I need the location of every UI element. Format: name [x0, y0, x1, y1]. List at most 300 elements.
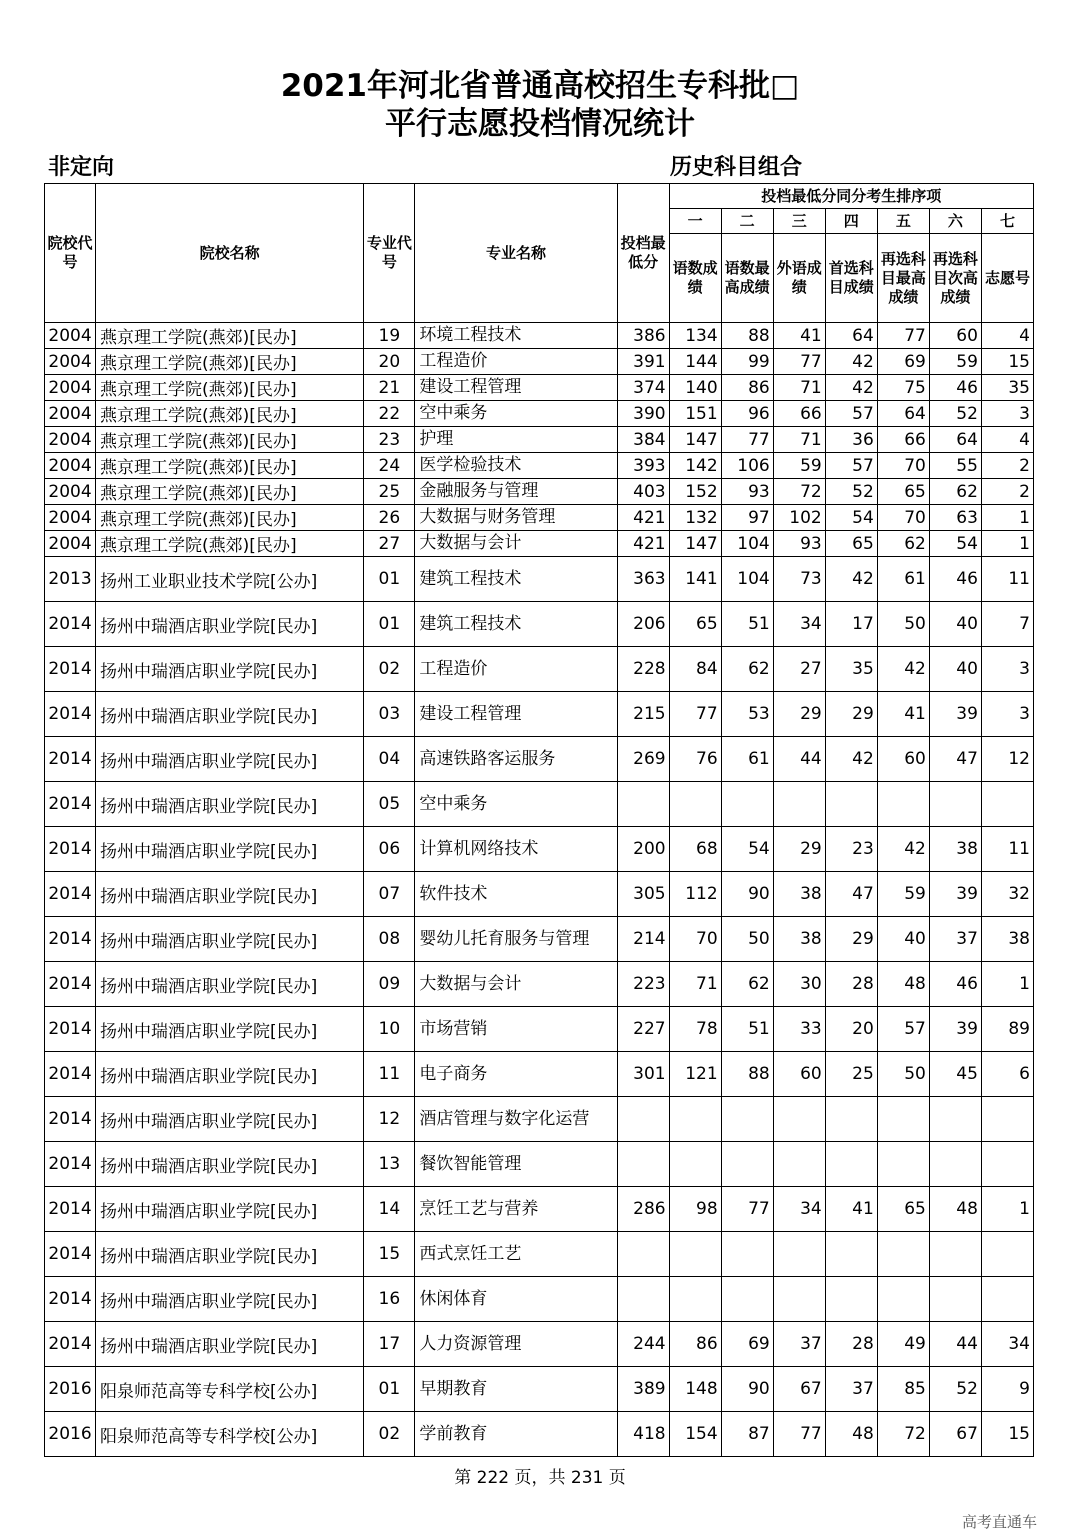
cell-tiebreak-6: 52 [929, 401, 981, 427]
table-row [45, 1367, 1034, 1412]
cell-school-name: 阳泉师范高等专科学校[公办] [96, 1367, 364, 1412]
cell-tiebreak-7: 15 [981, 1412, 1033, 1457]
cell-tiebreak-2: 62 [721, 647, 773, 692]
cell-major-code: 04 [364, 737, 415, 782]
table-row [45, 505, 1034, 531]
cell-tiebreak-2 [721, 1232, 773, 1277]
page-number: 第 222 页，共 231 页 [454, 1468, 626, 1488]
cell-tiebreak-6: 46 [929, 557, 981, 602]
cell-tiebreak-2: 61 [721, 737, 773, 782]
cell-tiebreak-3: 41 [773, 323, 825, 349]
cell-major-code: 05 [364, 782, 415, 827]
cell-tiebreak-5: 59 [877, 872, 929, 917]
cell-school-name: 扬州中瑞酒店职业学院[民办] [96, 602, 364, 647]
cell-tiebreak-7: 35 [981, 375, 1033, 401]
cell-min-score [617, 1277, 669, 1322]
cell-tiebreak-3: 27 [773, 647, 825, 692]
cell-school-code: 2014 [45, 1052, 96, 1097]
table-row [45, 453, 1034, 479]
cell-major-name: 金融服务与管理 [415, 479, 617, 505]
cell-school-code: 2016 [45, 1367, 96, 1412]
cell-tiebreak-4: 29 [825, 692, 877, 737]
cell-tiebreak-6: 46 [929, 375, 981, 401]
table-row [45, 1412, 1034, 1457]
cell-tiebreak-5 [877, 1232, 929, 1277]
cell-school-code: 2014 [45, 647, 96, 692]
cell-tiebreak-1: 112 [669, 872, 721, 917]
cell-tiebreak-2: 86 [721, 375, 773, 401]
cell-school-code: 2004 [45, 531, 96, 557]
cell-tiebreak-4: 54 [825, 505, 877, 531]
cell-tiebreak-5: 69 [877, 349, 929, 375]
cell-school-name: 燕京理工学院(燕郊)[民办] [96, 505, 364, 531]
cell-tiebreak-4: 35 [825, 647, 877, 692]
cell-tiebreak-3: 33 [773, 1007, 825, 1052]
cell-tiebreak-5: 40 [877, 917, 929, 962]
cell-school-code: 2004 [45, 479, 96, 505]
cell-major-name: 环境工程技术 [415, 323, 617, 349]
cell-min-score: 421 [617, 531, 669, 557]
cell-school-name: 燕京理工学院(燕郊)[民办] [96, 323, 364, 349]
cell-tiebreak-5: 41 [877, 692, 929, 737]
cell-tiebreak-6: 39 [929, 692, 981, 737]
cell-school-code: 2014 [45, 917, 96, 962]
cell-tiebreak-5 [877, 1097, 929, 1142]
cell-major-name: 建筑工程技术 [415, 602, 617, 647]
cell-school-code: 2014 [45, 1187, 96, 1232]
cell-tiebreak-3: 71 [773, 427, 825, 453]
header-tiebreak-num: 一 [669, 209, 721, 234]
cell-tiebreak-5: 72 [877, 1412, 929, 1457]
cell-tiebreak-3: 29 [773, 692, 825, 737]
cell-tiebreak-1: 84 [669, 647, 721, 692]
cell-tiebreak-7: 15 [981, 349, 1033, 375]
cell-min-score: 403 [617, 479, 669, 505]
cell-tiebreak-1: 71 [669, 962, 721, 1007]
cell-school-code: 2014 [45, 962, 96, 1007]
cell-major-code: 07 [364, 872, 415, 917]
cell-tiebreak-6: 39 [929, 1007, 981, 1052]
cell-school-name: 阳泉师范高等专科学校[公办] [96, 1412, 364, 1457]
cell-tiebreak-4 [825, 1142, 877, 1187]
table-row [45, 427, 1034, 453]
cell-tiebreak-3: 72 [773, 479, 825, 505]
cell-tiebreak-7: 6 [981, 1052, 1033, 1097]
cell-tiebreak-5: 50 [877, 1052, 929, 1097]
cell-major-name: 高速铁路客运服务 [415, 737, 617, 782]
cell-tiebreak-4: 23 [825, 827, 877, 872]
cell-tiebreak-3 [773, 1142, 825, 1187]
cell-major-name: 护理 [415, 427, 617, 453]
cell-tiebreak-1: 142 [669, 453, 721, 479]
header-tiebreak-item: 外语成绩 [773, 234, 825, 323]
cell-tiebreak-4: 41 [825, 1187, 877, 1232]
cell-school-name: 燕京理工学院(燕郊)[民办] [96, 531, 364, 557]
cell-major-code: 15 [364, 1232, 415, 1277]
category-label: 非定向 [48, 155, 115, 180]
cell-tiebreak-6: 62 [929, 479, 981, 505]
cell-tiebreak-1: 144 [669, 349, 721, 375]
cell-tiebreak-3: 67 [773, 1367, 825, 1412]
cell-tiebreak-3: 77 [773, 349, 825, 375]
cell-school-name: 扬州中瑞酒店职业学院[民办] [96, 1232, 364, 1277]
cell-tiebreak-6: 37 [929, 917, 981, 962]
cell-tiebreak-5: 85 [877, 1367, 929, 1412]
cell-major-code: 17 [364, 1322, 415, 1367]
cell-school-code: 2014 [45, 737, 96, 782]
cell-tiebreak-3: 71 [773, 375, 825, 401]
cell-major-name: 休闲体育 [415, 1277, 617, 1322]
table-row [45, 479, 1034, 505]
cell-min-score [617, 782, 669, 827]
cell-tiebreak-5: 48 [877, 962, 929, 1007]
cell-major-code: 01 [364, 1367, 415, 1412]
cell-tiebreak-3: 37 [773, 1322, 825, 1367]
cell-major-name: 早期教育 [415, 1367, 617, 1412]
cell-tiebreak-5: 75 [877, 375, 929, 401]
header-min-score: 投档最低分 [617, 184, 669, 323]
table-row [45, 349, 1034, 375]
cell-school-code: 2004 [45, 453, 96, 479]
cell-tiebreak-5 [877, 782, 929, 827]
header-major-name: 专业名称 [415, 184, 617, 323]
cell-tiebreak-5: 77 [877, 323, 929, 349]
cell-tiebreak-7: 11 [981, 557, 1033, 602]
cell-tiebreak-4: 28 [825, 1322, 877, 1367]
cell-major-name: 人力资源管理 [415, 1322, 617, 1367]
cell-major-name: 建设工程管理 [415, 692, 617, 737]
table-row [45, 531, 1034, 557]
cell-tiebreak-6: 40 [929, 602, 981, 647]
cell-major-name: 大数据与财务管理 [415, 505, 617, 531]
table-row [45, 1142, 1034, 1187]
cell-tiebreak-1: 68 [669, 827, 721, 872]
header-tiebreak-num: 二 [721, 209, 773, 234]
cell-tiebreak-1: 141 [669, 557, 721, 602]
cell-tiebreak-3: 60 [773, 1052, 825, 1097]
cell-tiebreak-4: 48 [825, 1412, 877, 1457]
cell-school-name: 燕京理工学院(燕郊)[民办] [96, 375, 364, 401]
cell-major-code: 02 [364, 647, 415, 692]
cell-tiebreak-3 [773, 1097, 825, 1142]
cell-major-code: 13 [364, 1142, 415, 1187]
header-school-code: 院校代号 [45, 184, 96, 323]
cell-tiebreak-7: 1 [981, 531, 1033, 557]
cell-major-name: 大数据与会计 [415, 962, 617, 1007]
cell-major-code: 09 [364, 962, 415, 1007]
table-row [45, 1277, 1034, 1322]
cell-tiebreak-6 [929, 782, 981, 827]
cell-major-code: 14 [364, 1187, 415, 1232]
cell-tiebreak-5: 60 [877, 737, 929, 782]
header-tiebreak-title: 投档最低分同分考生排序项 [669, 184, 1033, 209]
cell-major-name: 空中乘务 [415, 782, 617, 827]
cell-major-code: 08 [364, 917, 415, 962]
cell-tiebreak-2: 69 [721, 1322, 773, 1367]
cell-tiebreak-6: 38 [929, 827, 981, 872]
cell-tiebreak-6: 45 [929, 1052, 981, 1097]
cell-tiebreak-7 [981, 782, 1033, 827]
cell-school-code: 2016 [45, 1412, 96, 1457]
cell-tiebreak-2 [721, 782, 773, 827]
cell-tiebreak-5 [877, 1277, 929, 1322]
header-tiebreak-num: 四 [825, 209, 877, 234]
cell-tiebreak-7: 38 [981, 917, 1033, 962]
cell-tiebreak-1: 154 [669, 1412, 721, 1457]
cell-tiebreak-3: 38 [773, 872, 825, 917]
header-tiebreak-num: 七 [981, 209, 1033, 234]
cell-tiebreak-1: 134 [669, 323, 721, 349]
cell-tiebreak-6: 40 [929, 647, 981, 692]
cell-tiebreak-5: 61 [877, 557, 929, 602]
cell-min-score: 374 [617, 375, 669, 401]
cell-tiebreak-6: 59 [929, 349, 981, 375]
cell-major-name: 餐饮智能管理 [415, 1142, 617, 1187]
cell-tiebreak-5 [877, 1142, 929, 1187]
cell-tiebreak-4 [825, 1232, 877, 1277]
cell-tiebreak-2 [721, 1277, 773, 1322]
table-row [45, 647, 1034, 692]
cell-major-name: 酒店管理与数字化运营 [415, 1097, 617, 1142]
cell-school-name: 扬州中瑞酒店职业学院[民办] [96, 827, 364, 872]
cell-school-name: 燕京理工学院(燕郊)[民办] [96, 427, 364, 453]
cell-tiebreak-7: 2 [981, 453, 1033, 479]
admission-table [44, 183, 1034, 1457]
cell-school-name: 扬州中瑞酒店职业学院[民办] [96, 1097, 364, 1142]
cell-school-code: 2004 [45, 349, 96, 375]
cell-tiebreak-3: 93 [773, 531, 825, 557]
cell-major-code: 22 [364, 401, 415, 427]
cell-tiebreak-7: 11 [981, 827, 1033, 872]
cell-tiebreak-7: 2 [981, 479, 1033, 505]
cell-major-name: 计算机网络技术 [415, 827, 617, 872]
cell-school-name: 扬州中瑞酒店职业学院[民办] [96, 917, 364, 962]
cell-tiebreak-3 [773, 1232, 825, 1277]
cell-tiebreak-6: 63 [929, 505, 981, 531]
cell-min-score: 386 [617, 323, 669, 349]
cell-tiebreak-4: 42 [825, 737, 877, 782]
cell-school-name: 燕京理工学院(燕郊)[民办] [96, 453, 364, 479]
cell-tiebreak-2: 51 [721, 602, 773, 647]
cell-tiebreak-1: 132 [669, 505, 721, 531]
cell-tiebreak-2: 54 [721, 827, 773, 872]
cell-school-code: 2014 [45, 1097, 96, 1142]
cell-tiebreak-4 [825, 1277, 877, 1322]
table-row [45, 557, 1034, 602]
cell-min-score: 390 [617, 401, 669, 427]
cell-school-name: 扬州中瑞酒店职业学院[民办] [96, 1052, 364, 1097]
cell-school-code: 2004 [45, 427, 96, 453]
header-tiebreak-num: 六 [929, 209, 981, 234]
cell-tiebreak-1: 77 [669, 692, 721, 737]
table-row [45, 1052, 1034, 1097]
cell-school-name: 燕京理工学院(燕郊)[民办] [96, 401, 364, 427]
cell-tiebreak-7 [981, 1277, 1033, 1322]
cell-major-code: 20 [364, 349, 415, 375]
cell-tiebreak-4: 42 [825, 375, 877, 401]
cell-tiebreak-4: 17 [825, 602, 877, 647]
cell-min-score: 244 [617, 1322, 669, 1367]
cell-school-code: 2004 [45, 375, 96, 401]
cell-school-code: 2004 [45, 505, 96, 531]
table-row [45, 1097, 1034, 1142]
cell-tiebreak-2: 90 [721, 1367, 773, 1412]
cell-major-name: 建设工程管理 [415, 375, 617, 401]
cell-tiebreak-2: 97 [721, 505, 773, 531]
cell-tiebreak-2: 99 [721, 349, 773, 375]
cell-major-code: 24 [364, 453, 415, 479]
cell-major-name: 建筑工程技术 [415, 557, 617, 602]
cell-tiebreak-4: 52 [825, 479, 877, 505]
cell-tiebreak-2: 96 [721, 401, 773, 427]
table-row [45, 962, 1034, 1007]
cell-school-code: 2004 [45, 323, 96, 349]
cell-school-code: 2014 [45, 1322, 96, 1367]
cell-tiebreak-5: 62 [877, 531, 929, 557]
cell-tiebreak-6: 39 [929, 872, 981, 917]
cell-major-name: 工程造价 [415, 349, 617, 375]
cell-tiebreak-7: 4 [981, 427, 1033, 453]
cell-tiebreak-3: 44 [773, 737, 825, 782]
cell-tiebreak-2: 93 [721, 479, 773, 505]
cell-tiebreak-2: 106 [721, 453, 773, 479]
cell-tiebreak-6 [929, 1097, 981, 1142]
cell-major-name: 工程造价 [415, 647, 617, 692]
cell-tiebreak-6: 48 [929, 1187, 981, 1232]
cell-min-score: 228 [617, 647, 669, 692]
subject-combination-label: 历史科目组合 [670, 155, 803, 180]
cell-tiebreak-1: 147 [669, 531, 721, 557]
cell-tiebreak-2: 90 [721, 872, 773, 917]
table-row [45, 602, 1034, 647]
cell-min-score: 384 [617, 427, 669, 453]
cell-tiebreak-4 [825, 782, 877, 827]
cell-tiebreak-1: 76 [669, 737, 721, 782]
cell-tiebreak-4: 36 [825, 427, 877, 453]
cell-tiebreak-4: 42 [825, 349, 877, 375]
table-row [45, 375, 1034, 401]
cell-tiebreak-2 [721, 1142, 773, 1187]
table-row [45, 737, 1034, 782]
cell-school-name: 燕京理工学院(燕郊)[民办] [96, 349, 364, 375]
cell-major-code: 01 [364, 602, 415, 647]
cell-tiebreak-4: 28 [825, 962, 877, 1007]
cell-tiebreak-4: 64 [825, 323, 877, 349]
cell-tiebreak-4: 57 [825, 401, 877, 427]
cell-tiebreak-2: 88 [721, 1052, 773, 1097]
header-tiebreak-item: 再选科目次高成绩 [929, 234, 981, 323]
cell-tiebreak-2: 104 [721, 531, 773, 557]
cell-tiebreak-5: 70 [877, 505, 929, 531]
cell-school-name: 扬州中瑞酒店职业学院[民办] [96, 1142, 364, 1187]
cell-tiebreak-2: 50 [721, 917, 773, 962]
cell-tiebreak-1: 121 [669, 1052, 721, 1097]
cell-tiebreak-5: 49 [877, 1322, 929, 1367]
cell-tiebreak-4 [825, 1097, 877, 1142]
cell-tiebreak-1: 140 [669, 375, 721, 401]
cell-tiebreak-2: 87 [721, 1412, 773, 1457]
cell-min-score [617, 1232, 669, 1277]
cell-major-code: 25 [364, 479, 415, 505]
header-tiebreak-item: 首选科目成绩 [825, 234, 877, 323]
cell-tiebreak-1: 151 [669, 401, 721, 427]
cell-major-name: 医学检验技术 [415, 453, 617, 479]
cell-school-code: 2004 [45, 401, 96, 427]
cell-tiebreak-4: 37 [825, 1367, 877, 1412]
cell-major-code: 26 [364, 505, 415, 531]
cell-min-score: 389 [617, 1367, 669, 1412]
cell-tiebreak-6: 54 [929, 531, 981, 557]
cell-tiebreak-3: 34 [773, 1187, 825, 1232]
cell-major-code: 12 [364, 1097, 415, 1142]
cell-tiebreak-3: 30 [773, 962, 825, 1007]
cell-tiebreak-2: 51 [721, 1007, 773, 1052]
cell-tiebreak-2 [721, 1097, 773, 1142]
cell-tiebreak-6 [929, 1232, 981, 1277]
cell-tiebreak-1: 152 [669, 479, 721, 505]
cell-school-name: 扬州中瑞酒店职业学院[民办] [96, 692, 364, 737]
cell-min-score: 418 [617, 1412, 669, 1457]
table-row [45, 1187, 1034, 1232]
cell-major-code: 16 [364, 1277, 415, 1322]
cell-tiebreak-5: 65 [877, 1187, 929, 1232]
cell-tiebreak-7: 12 [981, 737, 1033, 782]
table-row [45, 692, 1034, 737]
cell-tiebreak-5: 64 [877, 401, 929, 427]
page-title-line2: 平行志愿投档情况统计 [385, 106, 695, 142]
cell-min-score: 269 [617, 737, 669, 782]
cell-tiebreak-3: 66 [773, 401, 825, 427]
cell-min-score: 421 [617, 505, 669, 531]
cell-tiebreak-6: 55 [929, 453, 981, 479]
table-row [45, 1232, 1034, 1277]
cell-tiebreak-1: 147 [669, 427, 721, 453]
cell-tiebreak-1: 65 [669, 602, 721, 647]
cell-tiebreak-3: 102 [773, 505, 825, 531]
header-tiebreak-item: 语数最高成绩 [721, 234, 773, 323]
cell-tiebreak-7 [981, 1232, 1033, 1277]
cell-major-code: 03 [364, 692, 415, 737]
cell-tiebreak-3: 34 [773, 602, 825, 647]
cell-school-code: 2014 [45, 602, 96, 647]
cell-tiebreak-3: 73 [773, 557, 825, 602]
header-tiebreak-item: 语数成绩 [669, 234, 721, 323]
cell-tiebreak-2: 88 [721, 323, 773, 349]
cell-major-name: 软件技术 [415, 872, 617, 917]
cell-school-name: 扬州工业职业技术学院[公办] [96, 557, 364, 602]
cell-tiebreak-6: 60 [929, 323, 981, 349]
cell-min-score [617, 1142, 669, 1187]
cell-school-name: 扬州中瑞酒店职业学院[民办] [96, 872, 364, 917]
cell-tiebreak-6: 47 [929, 737, 981, 782]
cell-tiebreak-5: 65 [877, 479, 929, 505]
table-row [45, 827, 1034, 872]
cell-tiebreak-7: 3 [981, 401, 1033, 427]
table-body [45, 323, 1034, 1457]
cell-tiebreak-7 [981, 1142, 1033, 1187]
cell-school-name: 扬州中瑞酒店职业学院[民办] [96, 737, 364, 782]
header-tiebreak-num: 三 [773, 209, 825, 234]
cell-tiebreak-2: 104 [721, 557, 773, 602]
cell-tiebreak-6 [929, 1142, 981, 1187]
table-row [45, 782, 1034, 827]
cell-tiebreak-4: 29 [825, 917, 877, 962]
cell-tiebreak-7: 7 [981, 602, 1033, 647]
header-major-code: 专业代号 [364, 184, 415, 323]
page-title-line1: 2021年河北省普通高校招生专科批□ [280, 68, 800, 104]
cell-school-name: 扬州中瑞酒店职业学院[民办] [96, 782, 364, 827]
cell-tiebreak-4: 20 [825, 1007, 877, 1052]
